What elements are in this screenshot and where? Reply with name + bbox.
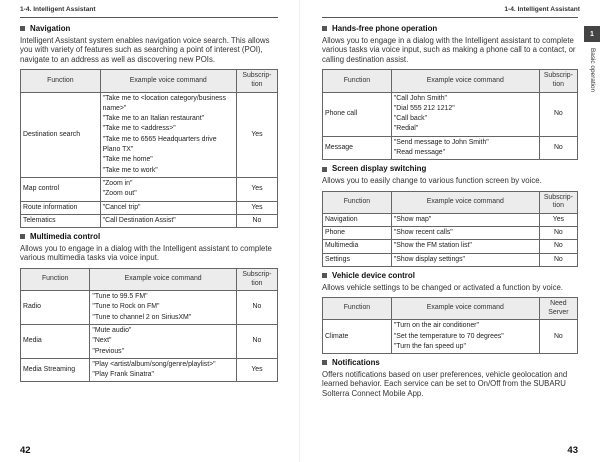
subscription-cell: No — [539, 253, 577, 266]
table-row — [21, 291, 278, 325]
voice-command: "Zoom in" — [102, 179, 133, 187]
command-cell — [90, 324, 237, 358]
multimedia-body: Allows you to engage in a dialog with the Intelligent assistant to complete various multimedia tasks via voice input. — [20, 243, 272, 263]
voice-command: "Redial" — [393, 125, 419, 133]
voice-command: "Take me to work" — [102, 166, 158, 174]
function-cell: Multimedia — [323, 240, 392, 253]
header-rule — [20, 17, 278, 18]
voice-command: "Next" — [92, 337, 112, 345]
command-cell — [100, 177, 236, 201]
header-function: Function — [323, 298, 392, 320]
navigation-heading: Navigation — [20, 24, 278, 34]
right-content — [322, 24, 578, 404]
header-function: Function — [323, 191, 392, 213]
header-function: Function — [21, 70, 101, 92]
function-cell: Media — [21, 324, 90, 358]
header-command: Example voice command — [100, 70, 236, 92]
function-cell: Phone — [323, 227, 392, 240]
command-cell — [391, 136, 539, 160]
square-bullet-icon — [322, 26, 327, 31]
page-number: 43 — [567, 445, 578, 456]
subscription-cell: No — [539, 227, 577, 240]
table-row — [21, 214, 278, 227]
vehicle-table — [322, 297, 578, 354]
square-bullet-icon — [322, 167, 327, 172]
vehicle-heading: Vehicle device control — [322, 271, 578, 281]
command-cell — [100, 92, 236, 177]
subscription-cell: No — [539, 320, 577, 354]
subscription-cell: No — [236, 291, 277, 325]
voice-command: "Show the FM station list" — [393, 242, 472, 250]
phone-table — [322, 69, 578, 160]
voice-command: "Set the temperature to 70 degrees" — [393, 332, 504, 340]
header-command: Example voice command — [90, 268, 237, 290]
header-subscription: Subscrip-tion — [539, 191, 577, 213]
function-cell: Route information — [21, 201, 101, 214]
voice-command: "Call back" — [393, 115, 428, 123]
voice-command: "Cancel trip" — [102, 203, 141, 211]
table-row — [323, 253, 578, 266]
function-cell: Climate — [323, 320, 392, 354]
table-row — [323, 240, 578, 253]
command-cell — [100, 201, 236, 214]
voice-command: "Play Frank Sinatra" — [92, 371, 154, 379]
header-subscription: Need Server — [539, 298, 577, 320]
right-page — [300, 0, 600, 462]
function-cell: Media Streaming — [21, 358, 90, 382]
table-row — [21, 92, 278, 177]
voice-command: "Call John Smith" — [393, 94, 447, 102]
command-cell — [391, 227, 539, 240]
table-row — [21, 324, 278, 358]
voice-command: "Turn on the air conditioner" — [393, 322, 479, 330]
function-cell: Destination search — [21, 92, 101, 177]
voice-command: "Take me to <address>" — [102, 125, 176, 133]
function-cell: Navigation — [323, 213, 392, 226]
multimedia-heading: Multimedia control — [20, 232, 278, 242]
voice-command: "Take me to an Italian restaurant" — [102, 115, 205, 123]
square-bullet-icon — [322, 360, 327, 365]
phone-body: Allows you to engage in a dialog with the Intelligent assistant to complete various tasks via voice input, such as making a phone call to a contact, or calling destination assist. — [322, 35, 576, 64]
voice-command: "Take me home" — [102, 156, 153, 164]
function-cell: Phone call — [323, 92, 392, 136]
table-row — [323, 213, 578, 226]
subscription-cell: No — [539, 240, 577, 253]
voice-command: "Read message" — [393, 149, 446, 157]
voice-command: "Dial 555 212 1212" — [393, 104, 455, 112]
voice-command: "Previous" — [92, 347, 125, 355]
running-head: 1-4. Intelligent Assistant — [504, 6, 580, 13]
command-cell — [391, 253, 539, 266]
navigation-table — [20, 69, 278, 228]
table-row — [21, 358, 278, 382]
notifications-body: Offers notifications based on user preferences, vehicle geolocation and learned behavior. Each service can be set to On/Off from the SUBARU Solterra Connect Mobile App. — [322, 369, 568, 398]
header-command: Example voice command — [391, 191, 539, 213]
table-header-row — [21, 268, 278, 290]
function-cell: Telematics — [21, 214, 101, 227]
subscription-cell: Yes — [236, 201, 277, 214]
function-cell: Message — [323, 136, 392, 160]
left-content — [20, 24, 278, 386]
notifications-heading: Notifications — [322, 358, 578, 368]
phone-heading: Hands-free phone operation — [322, 24, 578, 34]
table-header-row — [21, 70, 278, 92]
function-cell: Radio — [21, 291, 90, 325]
header-subscription: Subscrip-tion — [236, 70, 277, 92]
header-subscription: Subscrip-tion — [539, 70, 577, 92]
header-function: Function — [21, 268, 90, 290]
command-cell — [391, 320, 539, 354]
voice-command: "Show map" — [393, 215, 432, 223]
voice-command: "Play <artist/album/song/genre/playlist>" — [92, 360, 216, 368]
table-row — [323, 92, 578, 136]
square-bullet-icon — [20, 234, 25, 239]
subscription-cell: Yes — [236, 92, 277, 177]
subscription-cell: Yes — [236, 177, 277, 201]
header-command: Example voice command — [391, 298, 539, 320]
voice-command: "Show recent calls" — [393, 229, 453, 237]
command-cell — [90, 291, 237, 325]
screen-table — [322, 191, 578, 267]
subscription-cell: Yes — [539, 213, 577, 226]
voice-command: "Tune to 99.5 FM" — [92, 293, 148, 301]
function-cell: Settings — [323, 253, 392, 266]
voice-command: "Tune to Rock on FM" — [92, 303, 160, 311]
header-function: Function — [323, 70, 392, 92]
screen-body: Allows you to easily change to various function screen by voice. — [322, 175, 542, 185]
command-cell — [100, 214, 236, 227]
square-bullet-icon — [322, 273, 327, 278]
subscription-cell: No — [236, 214, 277, 227]
chapter-side-label: Basic operation — [589, 48, 596, 93]
page-number: 42 — [20, 445, 31, 456]
voice-command: "Take me to <location category/business name>" — [102, 94, 226, 112]
table-row — [323, 136, 578, 160]
command-cell — [391, 213, 539, 226]
multimedia-table — [20, 268, 278, 383]
command-cell — [391, 240, 539, 253]
function-cell: Map control — [21, 177, 101, 201]
voice-command: "Call Destination Assist" — [102, 216, 176, 224]
screen-heading: Screen display switching — [322, 164, 578, 174]
subscription-cell: Yes — [236, 358, 277, 382]
header-command: Example voice command — [391, 70, 539, 92]
voice-command: "Show display settings" — [393, 255, 465, 263]
command-cell — [90, 358, 237, 382]
header-rule — [322, 17, 578, 18]
table-row — [323, 227, 578, 240]
table-row — [21, 201, 278, 214]
subscription-cell: No — [539, 136, 577, 160]
voice-command: "Mute audio" — [92, 326, 132, 334]
voice-command: "Tune to channel 2 on SiriusXM" — [92, 313, 192, 321]
voice-command: "Zoom out" — [102, 190, 137, 198]
square-bullet-icon — [20, 26, 25, 31]
voice-command: "Send message to John Smith" — [393, 138, 489, 146]
table-row — [323, 320, 578, 354]
table-header-row — [323, 191, 578, 213]
table-header-row — [323, 298, 578, 320]
navigation-body: Intelligent Assistant system enables navigation voice search. This allows you with variety of features such as searching a point of interest (POI), navigate to an address as well as discovering new POIs. — [20, 35, 270, 64]
subscription-cell: No — [539, 92, 577, 136]
header-subscription: Subscrip-tion — [236, 268, 277, 290]
subscription-cell: No — [236, 324, 277, 358]
running-head: 1-4. Intelligent Assistant — [20, 6, 96, 13]
voice-command: "Turn the fan speed up" — [393, 342, 466, 350]
vehicle-body: Allows vehicle settings to be changed or activated a function by voice. — [322, 282, 563, 292]
command-cell — [391, 92, 539, 136]
table-header-row — [323, 70, 578, 92]
table-row — [21, 177, 278, 201]
voice-command: "Take me to 6565 Headquarters drive Plano TX" — [102, 135, 217, 154]
chapter-tab: 1 — [584, 26, 600, 42]
